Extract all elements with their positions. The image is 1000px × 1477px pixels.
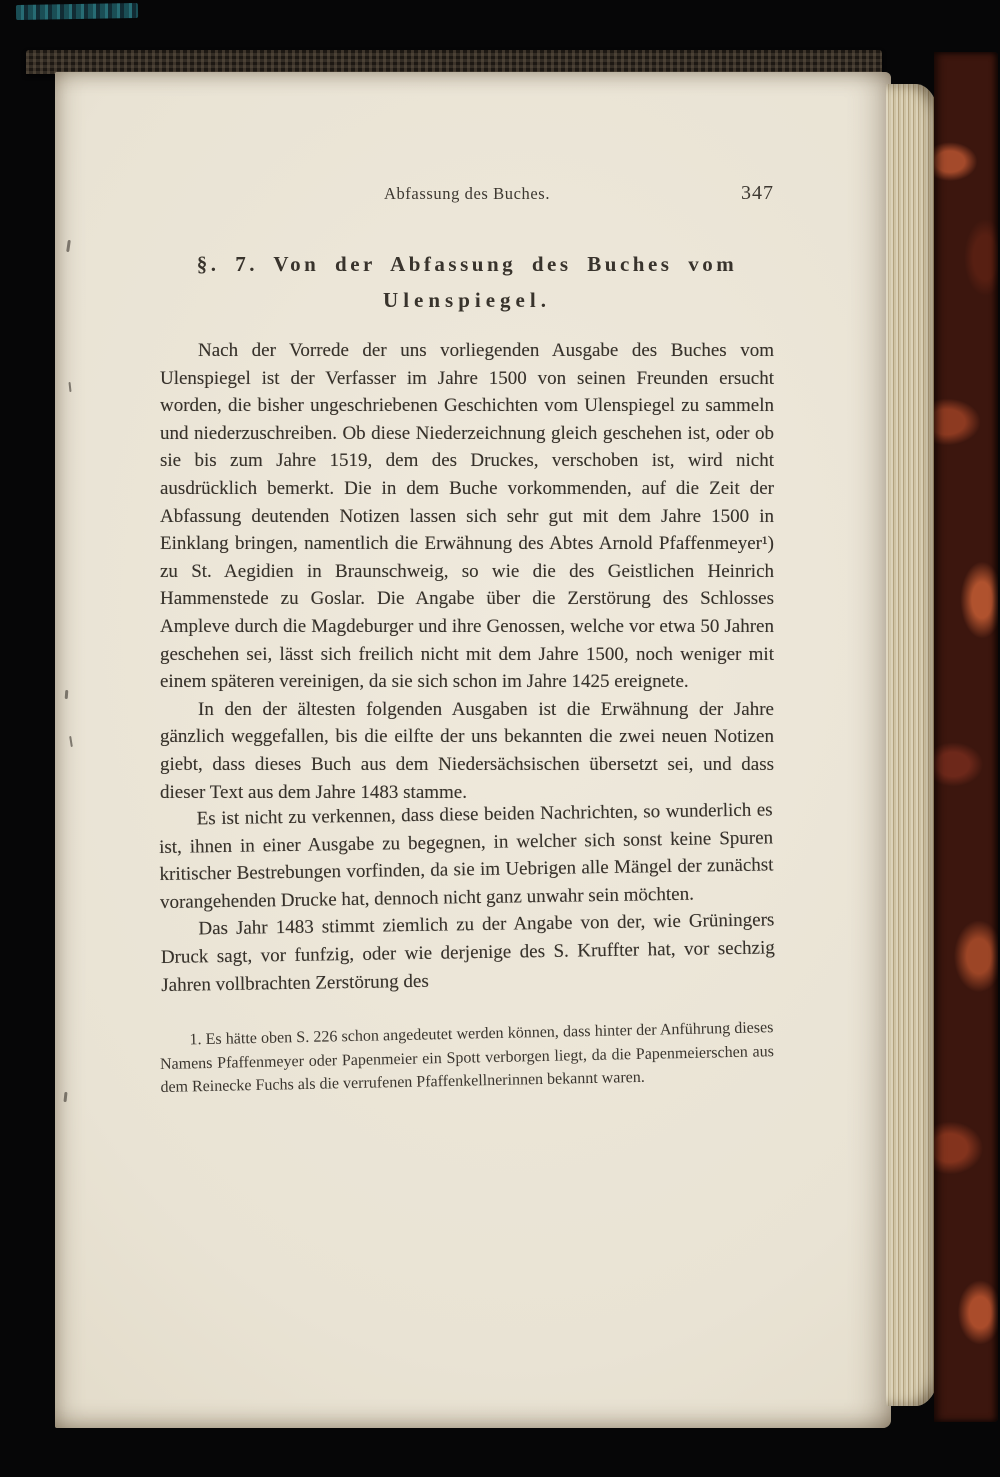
scan-speck <box>68 382 71 392</box>
footnote: 1. Es hätte oben S. 226 schon angedeutet werden können, dass hinter der Anführung dieses Namens Pfaffenmeyer oder Papenmeier ein Spott verborgen liegt, da die Papenmeierschen aus dem Reinecke Fuchs als die verrufenen Pfaffenkellnerinnen bekannt waren. <box>159 1019 775 1097</box>
scan-speck <box>69 736 73 747</box>
book-page <box>55 72 891 1428</box>
running-header: Abfassung des Buches. <box>383 184 551 203</box>
tilted-scan-region <box>158 796 775 999</box>
section-heading <box>160 252 774 313</box>
book-headband <box>16 3 138 20</box>
scan-speck <box>65 690 69 699</box>
body-copy <box>160 337 774 999</box>
section-heading-line2: Ulenspiegel. <box>383 288 551 312</box>
running-head-row <box>160 184 774 210</box>
scan-speck <box>63 1092 67 1102</box>
page-text-block <box>160 184 774 1100</box>
paragraph: Nach der Vorrede der uns vorliegenden Ausgabe des Buches vom Ulenspiegel ist der Verfasser im Jahre 1500 von seinen Freunden ersucht worden, die bisher ungeschriebenen Geschichten vom Ulenspiegel zu sammeln und niederzuschreiben. Ob diese Niederzeichnung gleich geschehen ist, oder ob sie bis zum Jahre 1519, dem des Druckes, verschoben ist, wird nicht ausdrücklich bemerkt. Die in dem Buche vorkommenden, auf die Zeit der Abfassung deutenden Notizen lassen sich sehr gut mit dem Jahre 1500 in Einklang bringen, namentlich die Erwähnung des Abtes Arnold Pfaffenmeyer¹) zu St. Aegidien in Braunschweig, so wie die des Geistlichen Heinrich Hammenstede zu Goslar. Die Angabe über die Zerstörung des Schlosses Ampleve durch die Magdeburger und ihre Genossen, welche vor etwa 50 Jahren geschehen sei, lässt sich freilich nicht mit dem Jahre 1500, noch weniger mit einem späteren vereinigen, da sie sich schon im Jahre 1425 ereignete. <box>160 340 774 693</box>
section-heading-line1: §. 7. Von der Abfassung des Buches vom <box>196 252 738 276</box>
paragraph: Es ist nicht zu verkennen, dass diese beiden Nachrichten, so wunderlich es ist, ihnen in einer Ausgabe zu begegnen, in welcher sich sonst keine Spuren kritischer Bestrebungen vorfinden, da sie im Uebrigen alle Mängel der zunächst vorangehenden Drucke hat, dennoch nicht ganz unwahr sein möchten. <box>158 799 774 913</box>
marbled-cover-board <box>934 52 998 1422</box>
paragraph: In den der ältesten folgenden Ausgaben ist die Erwähnung der Jahre gänzlich weggefallen, bis die eilfte der uns bekannten die zwei neuen Notizen giebt, dass dieses Buch aus dem Niedersächsischen übersetzt sei, und dass dieser Text aus dem Jahre 1483 stamme. <box>160 698 774 803</box>
page-number: 347 <box>741 182 774 204</box>
page-edges <box>886 84 940 1406</box>
scan-speck <box>66 240 71 252</box>
book-binding-top <box>26 50 882 74</box>
paragraph: Das Jahr 1483 stimmt ziemlich zu der Angabe von der, wie Grüningers Druck sagt, vor funfzig, oder wie derjenige des S. Kruffter hat, vor sechzig Jahren vollbrachten Zerstörung des <box>160 909 775 996</box>
